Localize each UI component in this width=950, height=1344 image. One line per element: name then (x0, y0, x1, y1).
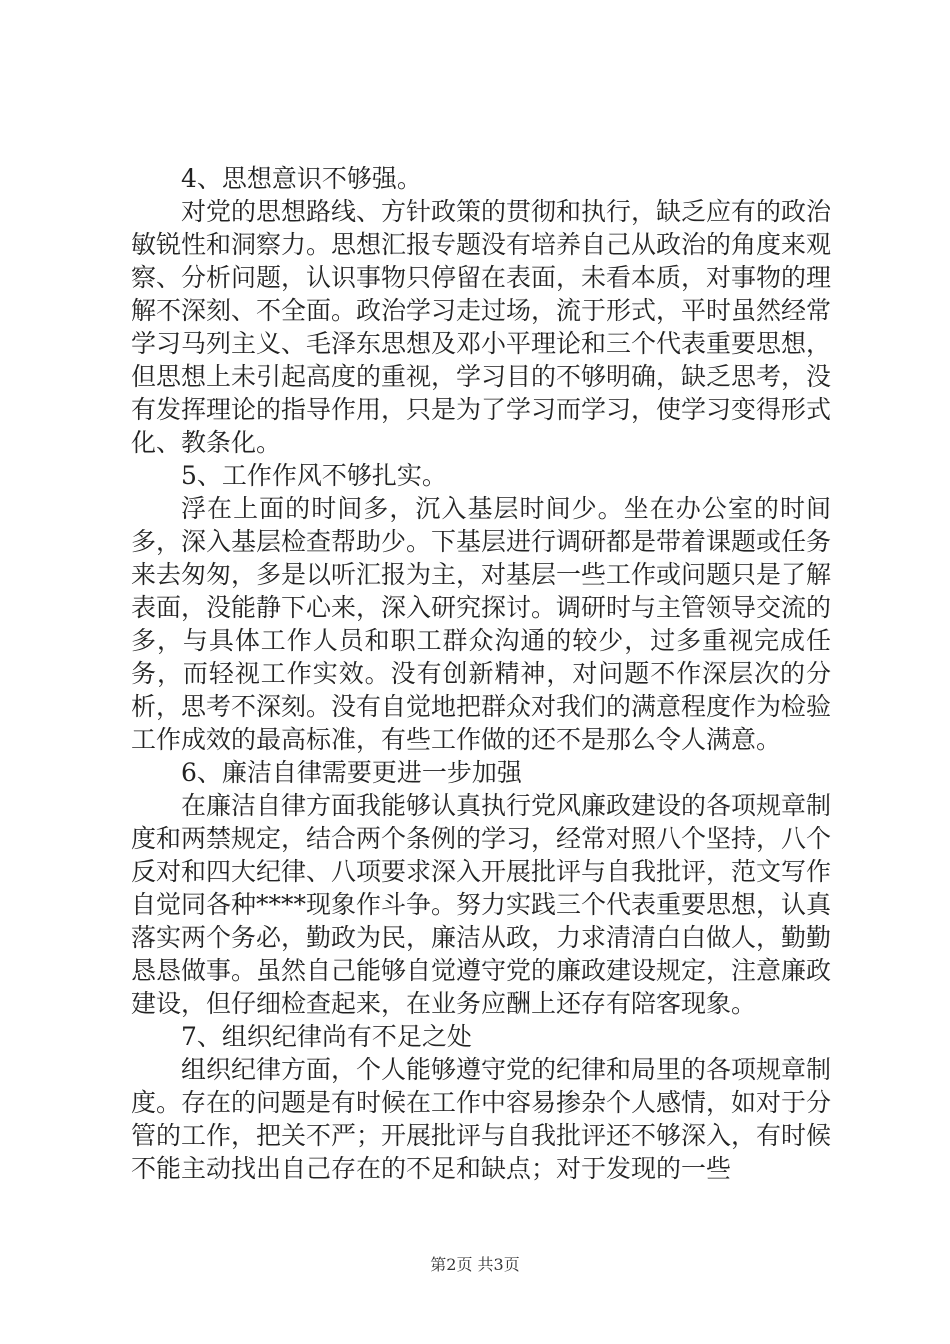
section-body-7: 组织纪律方面，个人能够遵守党的纪律和局里的各项规章制度。存在的问题是有时候在工作中容易掺杂个人感情，如对于分管的工作，把关不严；开展批评与自我批评还不够深入，有时候不能主动找出自己存在的不足和缺点；对于发现的一些 (131, 1055, 832, 1183)
section-heading-4: 4、思想意识不够强。 (181, 164, 422, 193)
section-heading-7: 7、组织纪律尚有不足之处 (181, 1022, 472, 1051)
section-heading-5: 5、工作作风不够扎实。 (181, 461, 447, 490)
section-body-4: 对党的思想路线、方针政策的贯彻和执行，缺乏应有的政治敏锐性和洞察力。思想汇报专题没有培养自己从政治的角度来观察、分析问题，认识事物只停留在表面，未看本质，对事物的理解不深刻、不全面。政治学习走过场，流于形式，平时虽然经常学习马列主义、毛泽东思想及邓小平理论和三个代表重要思想，但思想上未引起高度的重视，学习目的不够明确，缺乏思考，没有发挥理论的指导作用，只是为了学习而学习，使学习变得形式化、教条化。 (131, 197, 832, 457)
section-body-6: 在廉洁自律方面我能够认真执行党风廉政建设的各项规章制度和两禁规定，结合两个条例的学习，经常对照八个坚持，八个反对和四大纪律、八项要求深入开展批评与自我批评，范文写作自觉同各种****现象作斗争。努力实践三个代表重要思想，认真落实两个务必，勤政为民，廉洁从政，力求清清白白做人，勤勤恳恳做事。虽然自己能够自觉遵守党的廉政建设规定，注意廉政建设，但仔细检查起来，在业务应酬上还存有陪客现象。 (131, 791, 832, 1018)
section-body-5: 浮在上面的时间多，沉入基层时间少。坐在办公室的时间多，深入基层检查帮助少。下基层进行调研都是带着课题或任务来去匆匆，多是以听汇报为主，对基层一些工作或问题只是了解表面，没能静下心来，深入研究探讨。调研时与主管领导交流的多，与具体工作人员和职工群众沟通的较少，过多重视完成任务，而轻视工作实效。没有创新精神，对问题不作深层次的分析，思考不深刻。没有自觉地把群众对我们的满意程度作为检验工作成效的最高标准，有些工作做的还不是那么令人满意。 (131, 494, 832, 754)
section-heading-6: 6、廉洁自律需要更进一步加强 (181, 758, 522, 787)
page-number-footer: 第2页 共3页 (430, 1255, 520, 1274)
document-body (131, 162, 831, 1185)
